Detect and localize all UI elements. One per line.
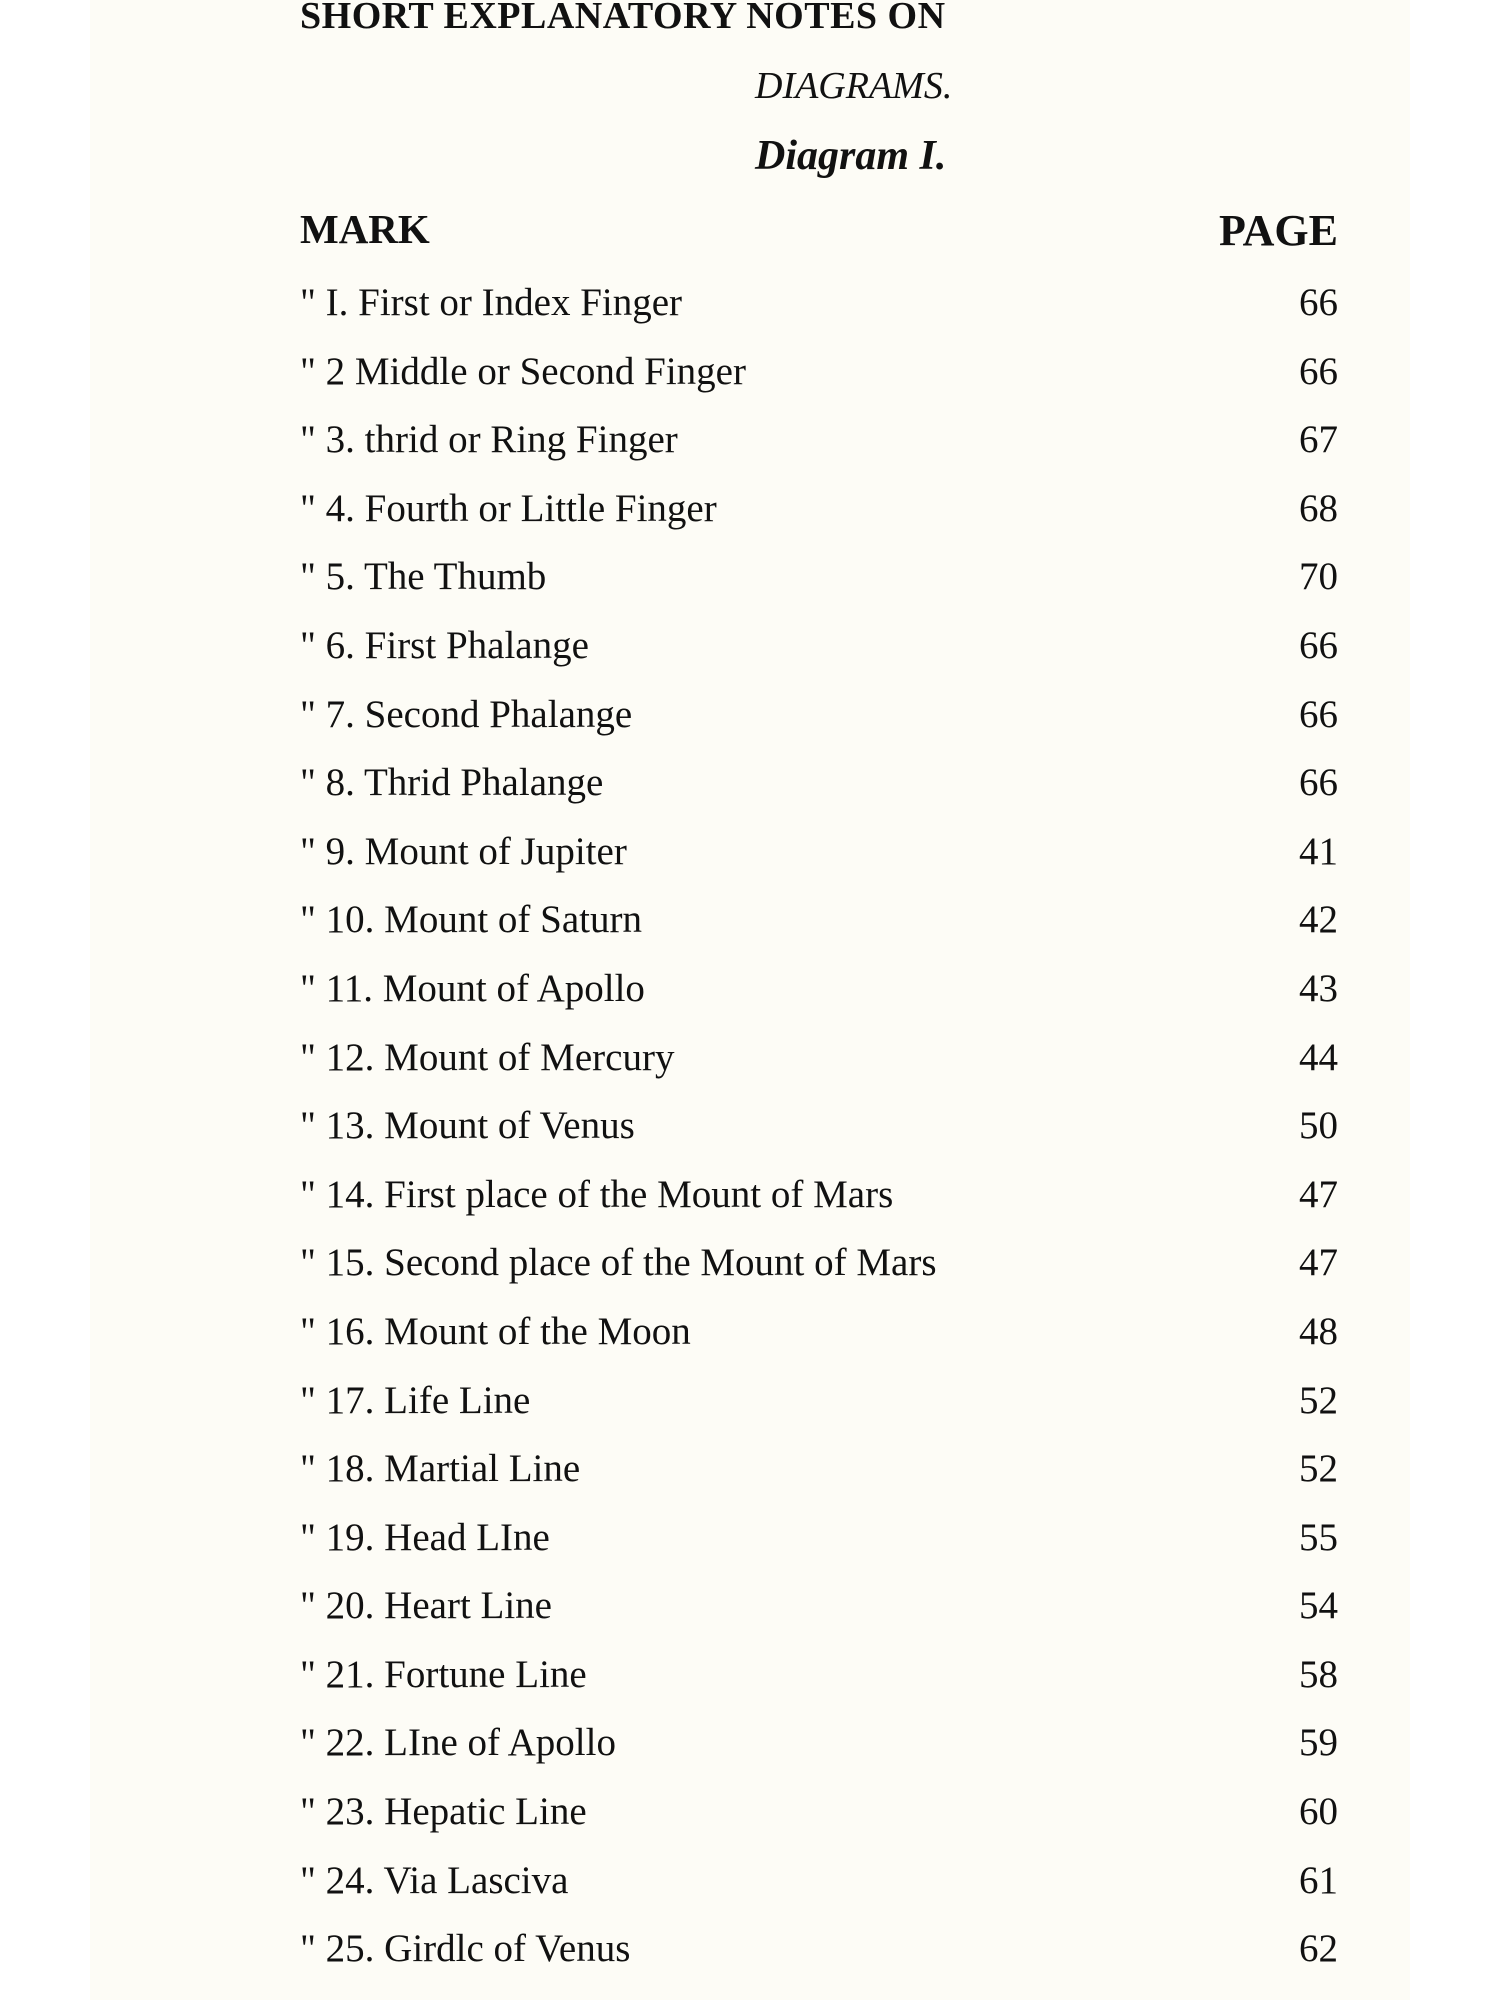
entry-row bbox=[300, 1650, 1338, 1719]
entry-row bbox=[300, 1101, 1338, 1170]
entry-page: 41 bbox=[1299, 829, 1338, 873]
entry-page: 59 bbox=[1299, 1721, 1338, 1765]
entry-label: " 14. First place of the Mount of Mars bbox=[300, 1172, 894, 1216]
entry-row bbox=[300, 347, 1338, 416]
entry-label: " 11. Mount of Apollo bbox=[300, 966, 645, 1010]
entry-page: 66 bbox=[1299, 349, 1338, 393]
entry-row bbox=[300, 415, 1338, 484]
entry-label: " 3. thrid or Ring Finger bbox=[300, 418, 678, 462]
entry-page: 55 bbox=[1299, 1515, 1338, 1559]
entry-row bbox=[300, 1924, 1338, 1993]
entry-row bbox=[300, 827, 1338, 896]
entry-row bbox=[300, 1238, 1338, 1307]
page-heading: SHORT EXPLANATORY NOTES ON bbox=[300, 0, 946, 37]
entry-row bbox=[300, 1513, 1338, 1582]
entry-label: " 9. Mount of Jupiter bbox=[300, 829, 627, 873]
entry-label: " 22. LIne of Apollo bbox=[300, 1721, 616, 1765]
entry-page: 47 bbox=[1299, 1172, 1338, 1216]
entry-row bbox=[300, 1581, 1338, 1650]
entry-label: " 25. Girdlc of Venus bbox=[300, 1927, 631, 1971]
entry-label: " 24. Via Lasciva bbox=[300, 1858, 569, 1902]
page-subheading: DIAGRAMS. bbox=[755, 65, 953, 107]
entry-label: " 19. Head LIne bbox=[300, 1515, 550, 1559]
entry-label: " 13. Mount of Venus bbox=[300, 1104, 635, 1148]
entry-label: " 7. Second Phalange bbox=[300, 692, 633, 736]
entry-row bbox=[300, 621, 1338, 690]
entry-page: 66 bbox=[1299, 692, 1338, 736]
entry-label: " 12. Mount of Mercury bbox=[300, 1035, 675, 1079]
entry-page: 66 bbox=[1299, 761, 1338, 805]
entry-row bbox=[300, 552, 1338, 621]
entry-label: " 20. Heart Line bbox=[300, 1584, 552, 1628]
entry-row bbox=[300, 895, 1338, 964]
entry-label: " 10. Mount of Saturn bbox=[300, 898, 642, 942]
entry-page: 58 bbox=[1299, 1652, 1338, 1696]
entry-list bbox=[300, 278, 1338, 1993]
entry-label: " I. First or Index Finger bbox=[300, 281, 683, 324]
entry-label: " 18. Martial Line bbox=[300, 1447, 581, 1491]
entry-page: 48 bbox=[1299, 1309, 1338, 1353]
entry-row bbox=[300, 1170, 1338, 1239]
entry-row bbox=[300, 690, 1338, 759]
entry-page: 43 bbox=[1299, 966, 1338, 1010]
entry-page: 52 bbox=[1299, 1447, 1338, 1491]
entry-label: " 4. Fourth or Little Finger bbox=[300, 486, 717, 530]
entry-page: 68 bbox=[1299, 486, 1338, 530]
entry-label: " 23. Hepatic Line bbox=[300, 1790, 587, 1834]
entry-row bbox=[300, 1307, 1338, 1376]
entry-row bbox=[300, 1856, 1338, 1925]
entry-page: 47 bbox=[1299, 1241, 1338, 1285]
entry-row bbox=[300, 1033, 1338, 1102]
entry-label: " 21. Fortune Line bbox=[300, 1652, 587, 1696]
entry-label: " 8. Thrid Phalange bbox=[300, 761, 604, 805]
entry-label: " 15. Second place of the Mount of Mars bbox=[300, 1241, 937, 1285]
entry-label: " 6. First Phalange bbox=[300, 623, 589, 667]
entry-row bbox=[300, 964, 1338, 1033]
entry-label: " 5. The Thumb bbox=[300, 555, 547, 599]
entry-page: 62 bbox=[1299, 1927, 1338, 1971]
entry-page: 61 bbox=[1299, 1858, 1338, 1902]
entry-page: 70 bbox=[1299, 555, 1338, 599]
entry-label: " 2 Middle or Second Finger bbox=[300, 349, 746, 393]
entry-label: " 16. Mount of the Moon bbox=[300, 1309, 691, 1353]
entry-row bbox=[300, 1444, 1338, 1513]
entry-label: " 17. Life Line bbox=[300, 1378, 531, 1422]
entry-page: 66 bbox=[1299, 623, 1338, 667]
entry-page: 67 bbox=[1299, 418, 1338, 462]
entry-row bbox=[300, 1376, 1338, 1445]
entry-row bbox=[300, 1718, 1338, 1787]
diagram-title: Diagram I. bbox=[755, 133, 947, 179]
mark-column-header: MARK bbox=[300, 206, 430, 252]
book-page bbox=[90, 0, 1410, 2000]
entry-page: 60 bbox=[1299, 1790, 1338, 1834]
entry-row bbox=[300, 758, 1338, 827]
entry-page: 44 bbox=[1299, 1035, 1338, 1079]
entry-page: 52 bbox=[1299, 1378, 1338, 1422]
entry-row bbox=[300, 278, 1338, 347]
entry-page: 54 bbox=[1299, 1584, 1338, 1628]
entry-page: 50 bbox=[1299, 1104, 1338, 1148]
entry-page: 42 bbox=[1299, 898, 1338, 942]
entry-row bbox=[300, 1787, 1338, 1856]
entry-page: 66 bbox=[1299, 281, 1338, 324]
entry-row bbox=[300, 484, 1338, 553]
page-column-header: PAGE bbox=[1219, 206, 1338, 255]
